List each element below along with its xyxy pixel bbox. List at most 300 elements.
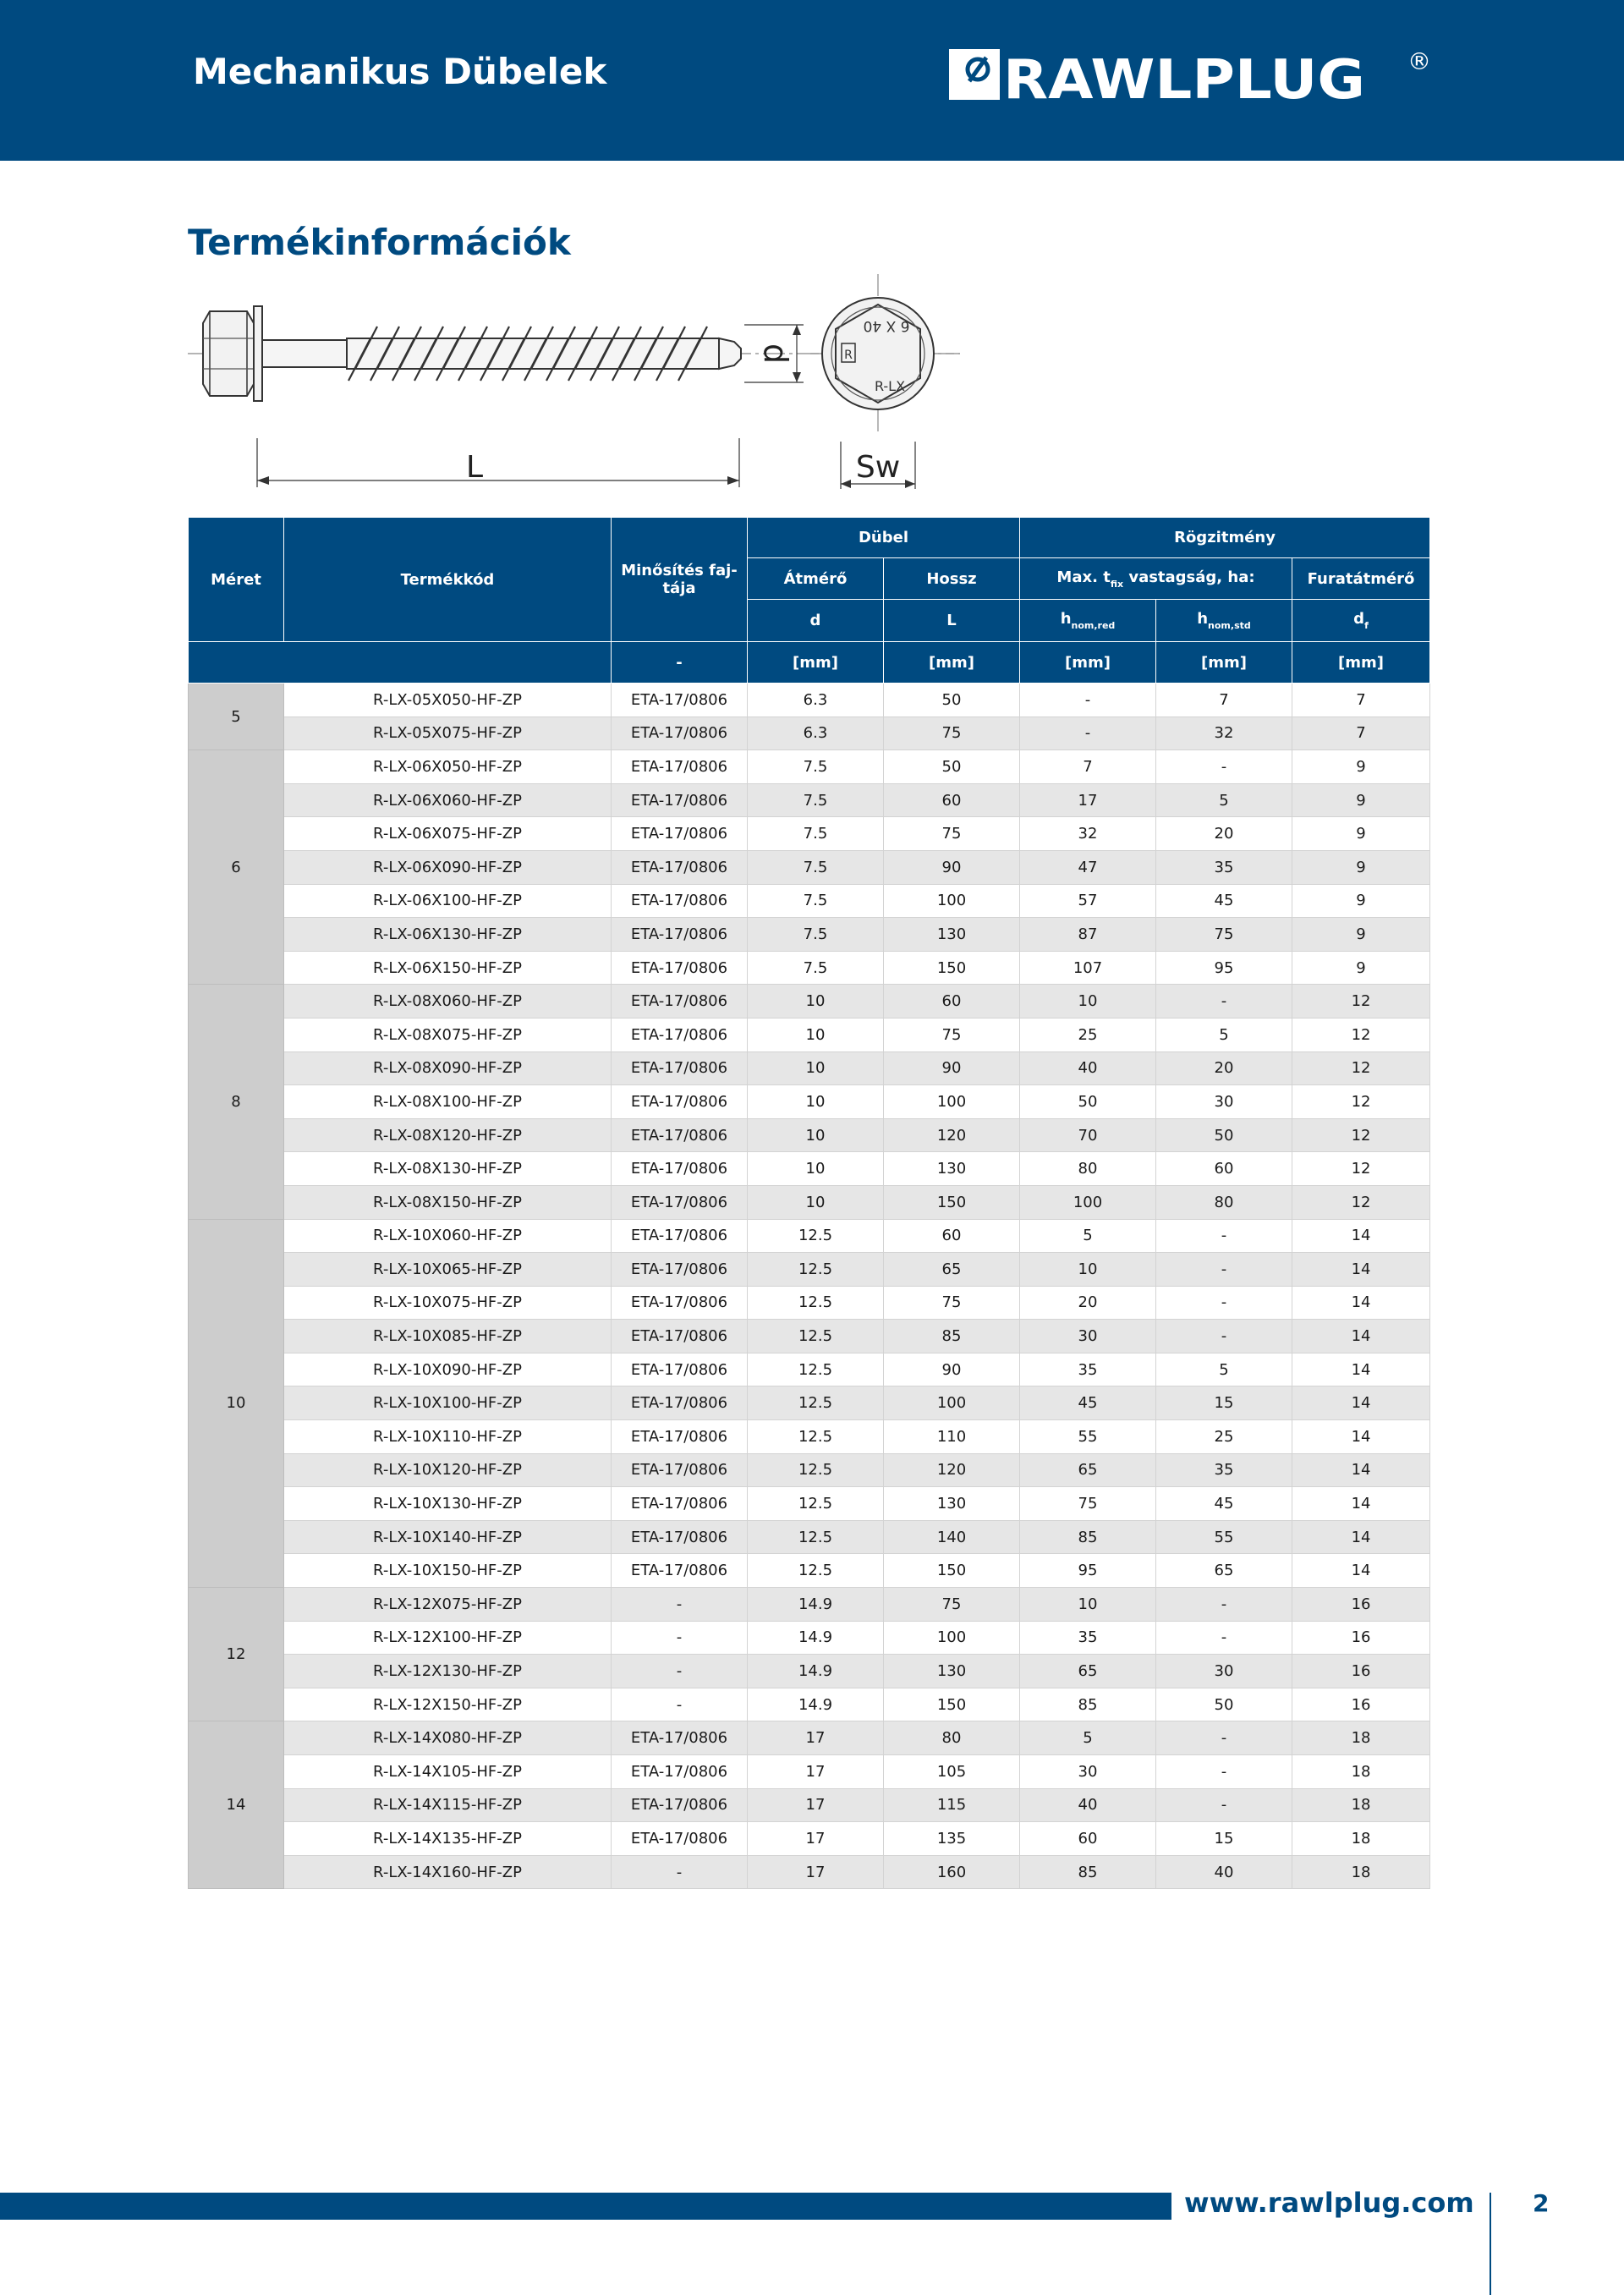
size-cell: 14 [189, 1721, 284, 1889]
cell-h-std: 65 [1156, 1554, 1292, 1588]
cell-diameter: 12.5 [748, 1420, 884, 1454]
cell-h-red: 30 [1020, 1320, 1156, 1353]
cell-diameter: 14.9 [748, 1621, 884, 1655]
cell-approval: - [612, 1855, 748, 1889]
cell-length: 75 [884, 1286, 1020, 1320]
cell-product-code: R-LX-10X090-HF-ZP [284, 1353, 612, 1386]
cell-product-code: R-LX-05X050-HF-ZP [284, 684, 612, 717]
cell-approval: - [612, 1655, 748, 1688]
cell-diameter: 7.5 [748, 817, 884, 851]
cell-drill-diameter: 14 [1292, 1320, 1430, 1353]
cell-h-red: 5 [1020, 1721, 1156, 1755]
cell-length: 50 [884, 750, 1020, 784]
cell-length: 130 [884, 1152, 1020, 1186]
table-row [189, 1152, 1430, 1186]
cell-drill-diameter: 14 [1292, 1386, 1430, 1420]
page-number: 2 [1533, 2189, 1550, 2217]
cell-length: 60 [884, 985, 1020, 1018]
cell-length: 105 [884, 1755, 1020, 1789]
cell-h-red: 50 [1020, 1085, 1156, 1119]
cell-length: 90 [884, 1353, 1020, 1386]
cell-product-code: R-LX-10X065-HF-ZP [284, 1253, 612, 1287]
unit-d: [mm] [748, 642, 884, 684]
cell-h-std: 80 [1156, 1185, 1292, 1219]
cell-h-red: 17 [1020, 783, 1156, 817]
cell-length: 120 [884, 1118, 1020, 1152]
cell-h-std: 45 [1156, 884, 1292, 918]
cell-drill-diameter: 12 [1292, 1152, 1430, 1186]
cell-length: 100 [884, 1085, 1020, 1119]
table-row [189, 717, 1430, 750]
cell-h-std: - [1156, 1286, 1292, 1320]
table-row [189, 1320, 1430, 1353]
cell-drill-diameter: 12 [1292, 1018, 1430, 1051]
cell-product-code: R-LX-10X075-HF-ZP [284, 1286, 612, 1320]
cell-h-std: 45 [1156, 1487, 1292, 1521]
footer-divider [1490, 2193, 1491, 2295]
cell-diameter: 7.5 [748, 918, 884, 952]
cell-h-std: 30 [1156, 1085, 1292, 1119]
cell-h-std: - [1156, 1621, 1292, 1655]
cell-drill-diameter: 9 [1292, 884, 1430, 918]
cell-drill-diameter: 12 [1292, 1051, 1430, 1085]
col-header-drill-diameter: Furatátmérő [1292, 558, 1430, 600]
max-thickness-suffix: vastagság, ha: [1123, 568, 1255, 586]
cell-diameter: 12.5 [748, 1219, 884, 1253]
cell-h-red: - [1020, 684, 1156, 717]
cell-product-code: R-LX-08X090-HF-ZP [284, 1051, 612, 1085]
table-row [189, 1621, 1430, 1655]
cell-approval: - [612, 1588, 748, 1622]
cell-product-code: R-LX-12X075-HF-ZP [284, 1588, 612, 1622]
cell-length: 90 [884, 1051, 1020, 1085]
cell-product-code: R-LX-06X130-HF-ZP [284, 918, 612, 952]
cell-approval: ETA-17/0806 [612, 1320, 748, 1353]
table-row [189, 1822, 1430, 1856]
cell-length: 110 [884, 1420, 1020, 1454]
cell-diameter: 10 [748, 1018, 884, 1051]
cell-length: 75 [884, 1588, 1020, 1622]
cell-h-std: - [1156, 1253, 1292, 1287]
cell-h-std: 5 [1156, 1353, 1292, 1386]
cell-drill-diameter: 18 [1292, 1755, 1430, 1789]
cell-approval: ETA-17/0806 [612, 850, 748, 884]
cell-length: 150 [884, 1688, 1020, 1721]
cell-product-code: R-LX-08X075-HF-ZP [284, 1018, 612, 1051]
cell-drill-diameter: 12 [1292, 1085, 1430, 1119]
cell-diameter: 6.3 [748, 717, 884, 750]
cell-h-std: 55 [1156, 1520, 1292, 1554]
cell-h-red: 60 [1020, 1822, 1156, 1856]
cell-diameter: 14.9 [748, 1655, 884, 1688]
cell-diameter: 6.3 [748, 684, 884, 717]
cell-length: 100 [884, 1621, 1020, 1655]
cell-length: 60 [884, 1219, 1020, 1253]
table-row [189, 1453, 1430, 1487]
cell-diameter: 12.5 [748, 1554, 884, 1588]
table-row [189, 1253, 1430, 1287]
cell-h-red: 87 [1020, 918, 1156, 952]
cell-diameter: 14.9 [748, 1688, 884, 1721]
table-row [189, 1688, 1430, 1721]
cell-length: 150 [884, 1185, 1020, 1219]
cell-length: 50 [884, 684, 1020, 717]
col-header-max-thickness [1020, 558, 1292, 600]
col-header-d-symbol: d [748, 600, 884, 642]
h-red-sub: nom,red [1071, 620, 1116, 631]
cell-length: 150 [884, 1554, 1020, 1588]
cell-h-std: - [1156, 985, 1292, 1018]
cell-h-red: 35 [1020, 1353, 1156, 1386]
cell-drill-diameter: 12 [1292, 1118, 1430, 1152]
section-title: Termékinformációk [188, 222, 571, 263]
cell-h-red: 5 [1020, 1219, 1156, 1253]
dimension-L-label: L [465, 450, 484, 485]
col-header-size: Méret [189, 518, 284, 642]
cell-h-std: 20 [1156, 1051, 1292, 1085]
table-row [189, 1520, 1430, 1554]
cell-approval: ETA-17/0806 [612, 1386, 748, 1420]
cell-h-std: - [1156, 1721, 1292, 1755]
cell-length: 80 [884, 1721, 1020, 1755]
cell-diameter: 12.5 [748, 1320, 884, 1353]
cell-approval: ETA-17/0806 [612, 1286, 748, 1320]
cell-diameter: 12.5 [748, 1253, 884, 1287]
cell-product-code: R-LX-05X075-HF-ZP [284, 717, 612, 750]
table-row [189, 1219, 1430, 1253]
cell-drill-diameter: 18 [1292, 1855, 1430, 1889]
h-std-sub: nom,std [1208, 620, 1251, 631]
table-row [189, 1051, 1430, 1085]
size-cell: 5 [189, 684, 284, 750]
table-row [189, 1085, 1430, 1119]
cell-h-red: 10 [1020, 1588, 1156, 1622]
cell-approval: ETA-17/0806 [612, 1051, 748, 1085]
cell-product-code: R-LX-12X150-HF-ZP [284, 1688, 612, 1721]
cell-drill-diameter: 9 [1292, 750, 1430, 784]
cell-length: 130 [884, 918, 1020, 952]
cell-diameter: 12.5 [748, 1487, 884, 1521]
cell-drill-diameter: 7 [1292, 717, 1430, 750]
head-marking-top: 6 X 40 [863, 317, 910, 334]
cell-h-red: 40 [1020, 1788, 1156, 1822]
cell-h-red: 85 [1020, 1520, 1156, 1554]
cell-h-red: 25 [1020, 1018, 1156, 1051]
cell-approval: ETA-17/0806 [612, 985, 748, 1018]
cell-length: 130 [884, 1487, 1020, 1521]
table-body [189, 684, 1430, 1889]
cell-h-red: 100 [1020, 1185, 1156, 1219]
cell-h-red: 32 [1020, 817, 1156, 851]
cell-length: 115 [884, 1788, 1020, 1822]
cell-h-std: 60 [1156, 1152, 1292, 1186]
cell-h-std: 15 [1156, 1822, 1292, 1856]
cell-approval: ETA-17/0806 [612, 1353, 748, 1386]
cell-length: 85 [884, 1320, 1020, 1353]
cell-h-red: 40 [1020, 1051, 1156, 1085]
table-row [189, 985, 1430, 1018]
cell-approval: ETA-17/0806 [612, 1085, 748, 1119]
table-row [189, 1755, 1430, 1789]
cell-approval: ETA-17/0806 [612, 1487, 748, 1521]
cell-product-code: R-LX-06X050-HF-ZP [284, 750, 612, 784]
unit-h-red: [mm] [1020, 642, 1156, 684]
cell-approval: ETA-17/0806 [612, 1822, 748, 1856]
col-header-diameter: Átmérő [748, 558, 884, 600]
cell-drill-diameter: 9 [1292, 951, 1430, 985]
cell-h-red: 47 [1020, 850, 1156, 884]
cell-drill-diameter: 14 [1292, 1520, 1430, 1554]
cell-diameter: 12.5 [748, 1353, 884, 1386]
cell-drill-diameter: 18 [1292, 1721, 1430, 1755]
cell-approval: ETA-17/0806 [612, 1219, 748, 1253]
cell-product-code: R-LX-06X090-HF-ZP [284, 850, 612, 884]
cell-h-std: 30 [1156, 1655, 1292, 1688]
cell-drill-diameter: 12 [1292, 985, 1430, 1018]
cell-h-red: 7 [1020, 750, 1156, 784]
cell-approval: ETA-17/0806 [612, 1118, 748, 1152]
footer-bar [0, 2193, 1171, 2220]
cell-diameter: 10 [748, 1051, 884, 1085]
unit-h-std: [mm] [1156, 642, 1292, 684]
cell-drill-diameter: 9 [1292, 817, 1430, 851]
cell-h-red: 107 [1020, 951, 1156, 985]
cell-product-code: R-LX-06X150-HF-ZP [284, 951, 612, 985]
cell-h-red: 80 [1020, 1152, 1156, 1186]
cell-h-std: 35 [1156, 850, 1292, 884]
cell-h-std: - [1156, 1219, 1292, 1253]
cell-h-std: 50 [1156, 1118, 1292, 1152]
cell-h-std: 20 [1156, 817, 1292, 851]
cell-diameter: 10 [748, 1185, 884, 1219]
cell-diameter: 10 [748, 1152, 884, 1186]
cell-approval: ETA-17/0806 [612, 1185, 748, 1219]
cell-h-std: 75 [1156, 918, 1292, 952]
cell-product-code: R-LX-08X130-HF-ZP [284, 1152, 612, 1186]
cell-diameter: 12.5 [748, 1453, 884, 1487]
cell-product-code: R-LX-08X120-HF-ZP [284, 1118, 612, 1152]
cell-h-std: - [1156, 750, 1292, 784]
cell-approval: - [612, 1621, 748, 1655]
units-row-spacer [189, 642, 612, 684]
cell-approval: ETA-17/0806 [612, 1554, 748, 1588]
registered-mark: ® [1407, 47, 1431, 75]
cell-diameter: 17 [748, 1822, 884, 1856]
cell-diameter: 7.5 [748, 783, 884, 817]
cell-diameter: 10 [748, 1118, 884, 1152]
h-red-symbol: h [1060, 610, 1072, 628]
cell-product-code: R-LX-14X105-HF-ZP [284, 1755, 612, 1789]
cell-drill-diameter: 9 [1292, 850, 1430, 884]
cell-h-red: 85 [1020, 1855, 1156, 1889]
head-logo-mark: R [844, 349, 853, 362]
cell-product-code: R-LX-10X085-HF-ZP [284, 1320, 612, 1353]
table-row [189, 1588, 1430, 1622]
cell-h-red: 20 [1020, 1286, 1156, 1320]
df-symbol: d [1353, 610, 1365, 628]
cell-drill-diameter: 14 [1292, 1554, 1430, 1588]
df-sub: f [1364, 620, 1369, 631]
table-row [189, 850, 1430, 884]
cell-h-std: - [1156, 1755, 1292, 1789]
table-row [189, 918, 1430, 952]
cell-product-code: R-LX-08X100-HF-ZP [284, 1085, 612, 1119]
col-header-df [1292, 600, 1430, 642]
cell-diameter: 12.5 [748, 1286, 884, 1320]
cell-h-red: 65 [1020, 1655, 1156, 1688]
cell-drill-diameter: 14 [1292, 1286, 1430, 1320]
cell-h-std: - [1156, 1320, 1292, 1353]
cell-length: 160 [884, 1855, 1020, 1889]
table-row [189, 1655, 1430, 1688]
cell-approval: ETA-17/0806 [612, 951, 748, 985]
cell-diameter: 10 [748, 985, 884, 1018]
table-row [189, 1721, 1430, 1755]
cell-drill-diameter: 16 [1292, 1588, 1430, 1622]
cell-h-std: 25 [1156, 1420, 1292, 1454]
cell-approval: ETA-17/0806 [612, 684, 748, 717]
cell-h-std: 5 [1156, 1018, 1292, 1051]
cell-drill-diameter: 14 [1292, 1453, 1430, 1487]
col-header-length: Hossz [884, 558, 1020, 600]
cell-drill-diameter: 7 [1292, 684, 1430, 717]
cell-length: 75 [884, 717, 1020, 750]
cell-product-code: R-LX-10X110-HF-ZP [284, 1420, 612, 1454]
table-row [189, 1018, 1430, 1051]
cell-diameter: 7.5 [748, 850, 884, 884]
cell-drill-diameter: 14 [1292, 1219, 1430, 1253]
size-cell: 6 [189, 750, 284, 985]
product-table [188, 517, 1430, 1889]
cell-product-code: R-LX-10X130-HF-ZP [284, 1487, 612, 1521]
cell-diameter: 12.5 [748, 1520, 884, 1554]
table-row [189, 817, 1430, 851]
cell-drill-diameter: 14 [1292, 1487, 1430, 1521]
cell-product-code: R-LX-10X060-HF-ZP [284, 1219, 612, 1253]
cell-diameter: 17 [748, 1788, 884, 1822]
max-thickness-sub: fix [1110, 578, 1124, 590]
cell-product-code: R-LX-10X140-HF-ZP [284, 1520, 612, 1554]
table-row [189, 1487, 1430, 1521]
table-row [189, 1855, 1430, 1889]
table-row [189, 1788, 1430, 1822]
cell-product-code: R-LX-14X080-HF-ZP [284, 1721, 612, 1755]
cell-length: 100 [884, 884, 1020, 918]
cell-length: 150 [884, 951, 1020, 985]
table-row [189, 951, 1430, 985]
cell-length: 130 [884, 1655, 1020, 1688]
cell-h-std: 40 [1156, 1855, 1292, 1889]
header-title: Mechanikus Dübelek [193, 51, 607, 92]
cell-product-code: R-LX-14X135-HF-ZP [284, 1822, 612, 1856]
cell-drill-diameter: 14 [1292, 1253, 1430, 1287]
cell-length: 135 [884, 1822, 1020, 1856]
cell-approval: ETA-17/0806 [612, 1755, 748, 1789]
cell-drill-diameter: 9 [1292, 783, 1430, 817]
cell-product-code: R-LX-06X060-HF-ZP [284, 783, 612, 817]
cell-diameter: 7.5 [748, 884, 884, 918]
cell-h-std: 32 [1156, 717, 1292, 750]
cell-diameter: 17 [748, 1855, 884, 1889]
dimension-sw-label: Sw [855, 450, 901, 485]
cell-drill-diameter: 14 [1292, 1420, 1430, 1454]
cell-product-code: R-LX-10X150-HF-ZP [284, 1554, 612, 1588]
col-header-h-std [1156, 600, 1292, 642]
cell-product-code: R-LX-06X075-HF-ZP [284, 817, 612, 851]
cell-approval: - [612, 1688, 748, 1721]
table-row [189, 1185, 1430, 1219]
cell-h-std: 7 [1156, 684, 1292, 717]
unit-approval: - [612, 642, 748, 684]
size-cell: 12 [189, 1588, 284, 1721]
cell-h-std: - [1156, 1588, 1292, 1622]
cell-h-red: 45 [1020, 1386, 1156, 1420]
cell-product-code: R-LX-10X100-HF-ZP [284, 1386, 612, 1420]
col-header-L-symbol: L [884, 600, 1020, 642]
table-row [189, 884, 1430, 918]
cell-drill-diameter: 18 [1292, 1788, 1430, 1822]
cell-drill-diameter: 14 [1292, 1353, 1430, 1386]
dimension-d-label: d [757, 343, 794, 365]
cell-h-std: 95 [1156, 951, 1292, 985]
cell-product-code: R-LX-08X060-HF-ZP [284, 985, 612, 1018]
cell-length: 65 [884, 1253, 1020, 1287]
cell-h-red: 35 [1020, 1621, 1156, 1655]
cell-approval: ETA-17/0806 [612, 1253, 748, 1287]
cell-approval: ETA-17/0806 [612, 717, 748, 750]
cell-length: 60 [884, 783, 1020, 817]
unit-L: [mm] [884, 642, 1020, 684]
table-row [189, 750, 1430, 784]
col-header-product-code: Termékkód [284, 518, 612, 642]
size-cell: 10 [189, 1219, 284, 1588]
cell-drill-diameter: 18 [1292, 1822, 1430, 1856]
col-header-approval: Minősítés faj-tája [612, 518, 748, 642]
cell-diameter: 17 [748, 1755, 884, 1789]
cell-length: 75 [884, 817, 1020, 851]
size-cell: 8 [189, 985, 284, 1219]
cell-approval: ETA-17/0806 [612, 918, 748, 952]
cell-diameter: 7.5 [748, 951, 884, 985]
table-row [189, 1118, 1430, 1152]
brand-wordmark: RAWLPLUG [1003, 49, 1365, 112]
cell-product-code: R-LX-06X100-HF-ZP [284, 884, 612, 918]
cell-h-red: 75 [1020, 1487, 1156, 1521]
cell-approval: ETA-17/0806 [612, 1788, 748, 1822]
footer-url[interactable]: www.rawlplug.com [1184, 2187, 1474, 2219]
cell-h-red: 55 [1020, 1420, 1156, 1454]
col-header-fixture: Rögzitmény [1020, 518, 1430, 558]
cell-h-red: 30 [1020, 1755, 1156, 1789]
col-header-h-red [1020, 600, 1156, 642]
anchor-drawing [0, 254, 1624, 508]
max-thickness-prefix: Max. t [1056, 568, 1111, 586]
cell-approval: ETA-17/0806 [612, 1453, 748, 1487]
cell-drill-diameter: 16 [1292, 1688, 1430, 1721]
cell-h-std: 35 [1156, 1453, 1292, 1487]
cell-drill-diameter: 16 [1292, 1621, 1430, 1655]
table-row [189, 1353, 1430, 1386]
cell-length: 140 [884, 1520, 1020, 1554]
cell-h-red: 57 [1020, 884, 1156, 918]
cell-approval: ETA-17/0806 [612, 783, 748, 817]
cell-h-red: 85 [1020, 1688, 1156, 1721]
head-marking-bottom: R-LX [874, 378, 906, 394]
unit-df: [mm] [1292, 642, 1430, 684]
table-row [189, 684, 1430, 717]
hex-head-side-view [203, 306, 262, 401]
cell-length: 120 [884, 1453, 1020, 1487]
